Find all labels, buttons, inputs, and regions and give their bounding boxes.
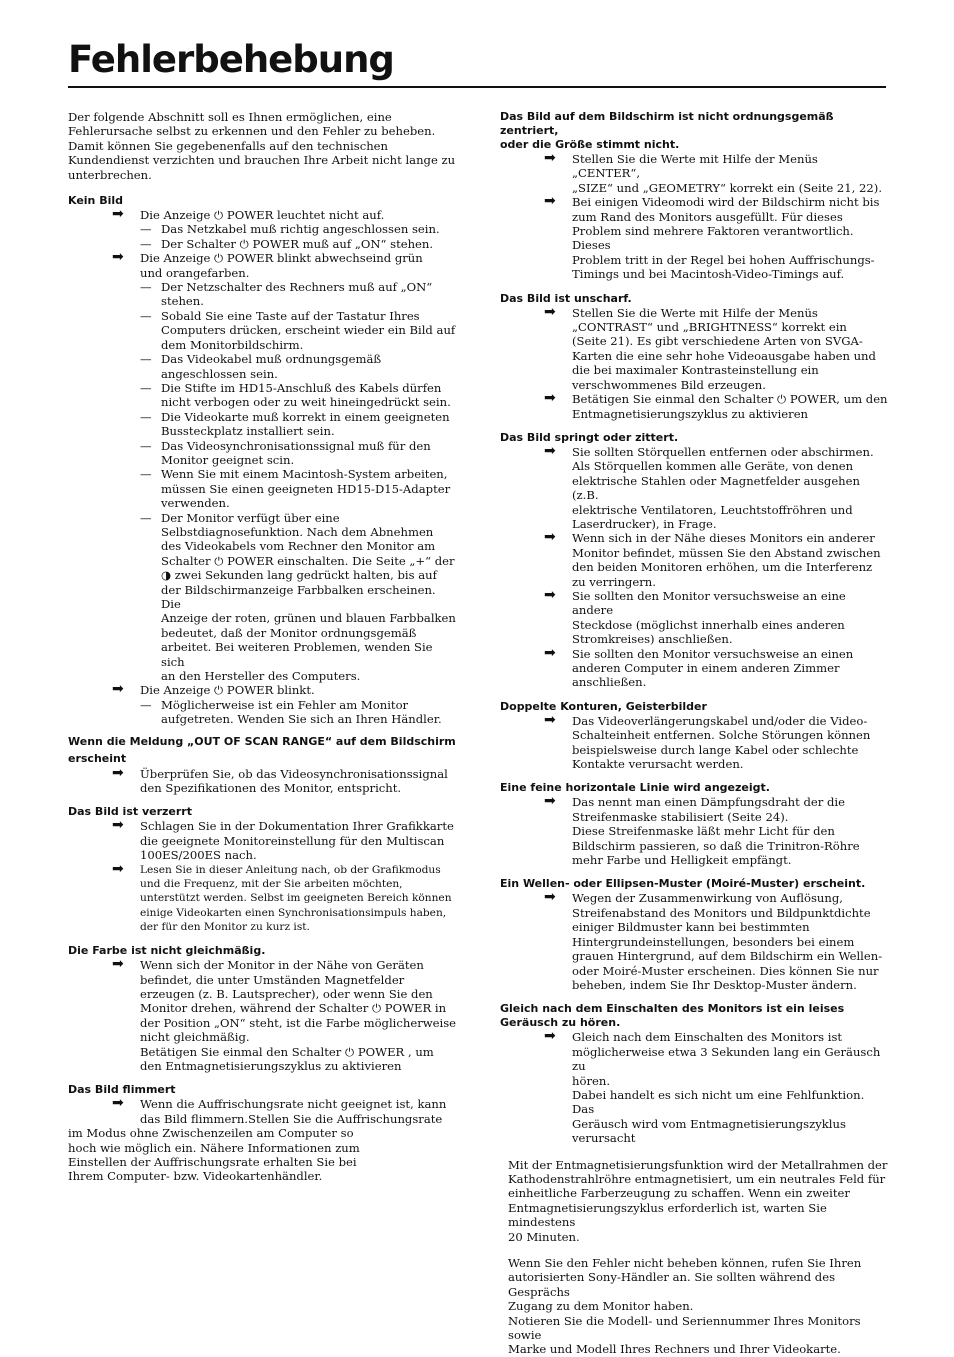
- arrow-icon: ➡: [112, 764, 124, 781]
- dash-item: — Das Videokabel muß ordnungsgemäß angeschlossen sein.: [140, 352, 382, 381]
- heading-farbe-ungleich: Die Farbe ist nicht gleichmäßig.: [68, 944, 266, 958]
- arrow-icon: ➡: [112, 956, 124, 973]
- bullet-item: ➡ Überprüfen Sie, ob das Videosynchronisationssignal den Spezifikationen des Monitor, entspricht.: [112, 764, 448, 796]
- arrow-icon: ➡: [112, 249, 124, 266]
- bullet-item: ➡ Sie sollten den Monitor versuchsweise an einen anderen Computer in einem anderen Zimmer anschließen.: [544, 644, 854, 690]
- dash-item: — Das Videosynchronisationssignal muß für den Monitor geeignet scin.: [140, 438, 431, 467]
- dash-item: — Die Videokarte muß korrekt in einem geeigneten Bussteckplatz installiert sein.: [140, 409, 450, 439]
- dash-item: — Der Schalter ⏻ POWER muß auf „ON“ stehen.: [140, 236, 434, 251]
- bullet-item: ➡ Lesen Sie in dieser Anleitung nach, ob der Grafikmodus und die Frequenz, mit der Sie arbeiten möchten, unterstützt werden. Selbst im geeigneten Bereich können einige Videokarten einen Synchronisationsimpuls haben, der für den Monitor zu kurz ist.: [112, 860, 452, 933]
- dash-item: — Der Netzschalter des Rechners muß auf „ON“ stehen.: [140, 280, 433, 309]
- bullet-item: ➡ Stellen Sie die Werte mit Hilfe der Menüs „CONTRAST“ und „BRIGHTNESS“ korrekt ein (Seite 21). Es gibt verschiedene Arten von SVGA- Karten die eine sehr hohe Videoausgabe haben und die bei maximaler Kontrasteinstellung ein verschwommenes Bild erzeugen.: [544, 303, 876, 392]
- dash-icon: —: [140, 308, 152, 323]
- arrow-icon: ➡: [112, 860, 124, 877]
- bullet-item: ➡ Gleich nach dem Einschalten des Monitors ist möglicherweise etwa 3 Sekunden lang ein Geräusch zu hören. Dabei handelt es sich nicht um eine Fehlfunktion. Das Geräusch wird vom Entmagnetisierungszyklus verursacht: [544, 1028, 881, 1146]
- dash-item: — Das Netzkabel muß richtig angeschlossen sein.: [140, 222, 440, 237]
- bullet-item: ➡ Betätigen Sie einmal den Schalter ⏻ POWER, um den Entmagnetisierungszyklus zu aktivieren: [544, 390, 888, 421]
- heading-bild-verzerrt: Das Bild ist verzerrt: [68, 805, 192, 819]
- bullet-item: ➡ Schlagen Sie in der Dokumentation Ihrer Grafikkarte die geeignete Monitoreinstellung für den Multiscan 100ES/200ES nach.: [112, 817, 454, 863]
- dash-icon: —: [140, 438, 152, 453]
- arrow-icon: ➡: [544, 390, 556, 407]
- arrow-icon: ➡: [544, 889, 556, 906]
- arrow-icon: ➡: [544, 529, 556, 546]
- dash-icon: —: [140, 236, 152, 251]
- dash-item: — Der Monitor verfügt über eine Selbstdiagnosefunktion. Nach dem Abnehmen des Videokabels vom Rechner den Monitor am Schalter ⏻ POWER einschalten. Die Seite „+“ der ◑ zwei Sekunden lang gedrückt halten, bis auf der Bildschirmanzeige Farbbalken erscheinen. Die Anzeige der roten, grünen und blauen Farbbalken bedeutet, daß der Monitor ordnungsgemäß arbeitet. Bei weiteren Problemen, wenden Sie sich an den Hersteller des Computers.: [140, 510, 456, 684]
- arrow-icon: ➡: [544, 303, 556, 320]
- bullet-item: ➡ Das nennt man einen Dämpfungsdraht der die Streifenmaske stabilisiert (Seite 24). Diese Streifenmaske läßt mehr Licht für den Bildschirm passieren, so daß die Trinitron-Röhre mehr Farbe und Helligkeit empfängt.: [544, 793, 860, 868]
- dash-item: — Sobald Sie eine Taste auf der Tastatur Ihres Computers drücken, erscheint wieder ein Bild auf dem Monitorbildschirm.: [140, 308, 456, 352]
- arrow-icon: ➡: [544, 1028, 556, 1045]
- arrow-icon: ➡: [544, 793, 556, 810]
- heading-out-of-scan-range: Wenn die Meldung „OUT OF SCAN RANGE“ auf dem Bildschirm erscheint: [68, 734, 456, 765]
- bullet-item: ➡ Die Anzeige ⏻ POWER blinkt abwechseind grün und orangefarben.: [112, 249, 423, 280]
- bullet-item: ➡ Das Videoverlängerungskabel und/oder die Video- Schalteinheit entfernen. Solche Störungen können beispielsweise durch lange Kabel oder schlechte Kontakte verursacht werden.: [544, 711, 871, 772]
- bullet-item: ➡ Wenn sich der Monitor in der Nähe von Geräten befindet, die unter Umständen Magnetfelder erzeugen (z. B. Lautsprecher), oder wenn Sie den Monitor drehen, während der Schalter ⏻ POWER in der Position „ON“ steht, ist die Farbe möglicherweise nicht gleichmäßig. Betätigen Sie einmal den Schalter ⏻ POWER , um den Entmagnetisierungszyklus zu aktivieren: [112, 956, 457, 1074]
- heading-leises-geraeusch: Gleich nach dem Einschalten des Monitors ist ein leises Geräusch zu hören.: [500, 1002, 845, 1030]
- right-column: [500, 110, 888, 1357]
- arrow-icon: ➡: [112, 206, 124, 223]
- dash-icon: —: [140, 280, 152, 295]
- dash-icon: —: [140, 467, 152, 482]
- dash-icon: —: [140, 697, 152, 712]
- heading-moire-muster: Ein Wellen- oder Ellipsen-Muster (Moiré-Muster) erscheint.: [500, 877, 866, 891]
- arrow-icon: ➡: [544, 711, 556, 728]
- dash-icon: —: [140, 409, 152, 424]
- arrow-icon: ➡: [544, 150, 556, 166]
- dash-item: — Wenn Sie mit einem Macintosh-System arbeiten, müssen Sie einen geeigneten HD15-D15-Adapter verwenden.: [140, 467, 451, 511]
- dash-icon: —: [140, 352, 152, 367]
- bullet-item: ➡ Bei einigen Videomodi wird der Bildschirm nicht bis zum Rand des Monitors ausgefüllt. Für dieses Problem sind mehrere Faktoren verantwortlich. Dieses Problem tritt in der Regel bei hohen Auffrischungs- Timings und bei Macintosh-Video-Timings auf.: [544, 193, 880, 282]
- continuation-text: im Modus ohne Zwischenzeilen am Computer so hoch wie möglich ein. Nähere Informationen zum Einstellen der Auffrischungsrate erhalten Sie bei Ihrem Computer- bzw. Videokartenhändler.: [68, 1126, 360, 1184]
- arrow-icon: ➡: [544, 442, 556, 459]
- heading-kein-bild: Kein Bild: [68, 194, 124, 208]
- arrow-icon: ➡: [112, 817, 124, 834]
- note-degauss: Mit der Entmagnetisierungsfunktion wird der Metallrahmen der Kathodenstrahlröhre entmagnetisiert, um ein neutrales Feld für einheitliche Farberzeugung zu schaffen. Wenn ein zweiter Entmagnetisierungszyklus erforderlich ist, warten Sie mindestens 20 Minuten.: [508, 1157, 888, 1244]
- arrow-icon: ➡: [544, 644, 556, 661]
- heading-geisterbilder: Doppelte Konturen, Geisterbilder: [500, 699, 707, 713]
- heading-bild-springt: Das Bild springt oder zittert.: [500, 430, 679, 444]
- arrow-icon: ➡: [112, 1095, 124, 1112]
- bullet-item: ➡ Wenn sich in der Nähe dieses Monitors ein anderer Monitor befindet, müssen Sie den Abstand zwischen den beiden Monitoren erhöhen, um die Interferenz zu verringern.: [544, 529, 881, 589]
- bullet-item: ➡ Sie sollten den Monitor versuchsweise an eine andere Steckdose (möglichst innerhalb eines anderen Stromkreises) anschließen.: [544, 586, 846, 647]
- note-contact-dealer: Wenn Sie den Fehler nicht beheben können, rufen Sie Ihren autorisierten Sony-Händler an. Sie sollten während des Gesprächs Zugang zu dem Monitor haben. Notieren Sie die Modell- und Seriennummer Ihres Monitors sowie Marke und Modell Ihres Rechners und Ihrer Videokarte.: [508, 1256, 862, 1357]
- heading-bild-flimmert: Das Bild flimmert: [68, 1083, 176, 1097]
- dash-item: — Die Stifte im HD15-Anschluß des Kabels dürfen nicht verbogen oder zu weit hineingedrückt sein.: [140, 380, 451, 410]
- dash-icon: —: [140, 222, 152, 237]
- arrow-icon: ➡: [544, 193, 556, 210]
- arrow-icon: ➡: [112, 681, 124, 698]
- heading-bild-zentriert: Das Bild auf dem Bildschirm ist nicht ordnungsgemäß zentriert, oder die Größe stimmt nicht.: [500, 110, 834, 151]
- page-title: Fehlerbehebung: [68, 38, 394, 81]
- left-column: [68, 110, 458, 1184]
- heading-horizontale-linie: Eine feine horizontale Linie wird angezeigt.: [500, 781, 770, 795]
- title-rule: [68, 86, 886, 88]
- bullet-item: ➡ Die Anzeige ⏻ POWER blinkt.: [112, 681, 315, 698]
- dash-icon: —: [140, 510, 152, 525]
- bullet-item: ➡ Die Anzeige ⏻ POWER leuchtet nicht auf.: [112, 206, 385, 223]
- arrow-icon: ➡: [544, 586, 556, 603]
- bullet-item: ➡ Sie sollten Störquellen entfernen oder abschirmen. Als Störquellen kommen alle Geräte, von denen elektrische Stahlen oder Magnetfelder ausgehen (z.B. elektrische Ventilatoren, Leuchtstoffröhren und Laserdrucker), in Frage.: [544, 442, 874, 531]
- dash-icon: —: [140, 380, 152, 395]
- bullet-item: ➡ Wenn die Auffrischungsrate nicht geeignet ist, kann das Bild flimmern.Stellen Sie die Auffrischungsrate: [112, 1095, 447, 1126]
- bullet-item: ➡ Stellen Sie die Werte mit Hilfe der Menüs „CENTER“, „SIZE“ und „GEOMETRY“ korrekt ein (Seite 21, 22).: [544, 150, 883, 195]
- bullet-item: ➡ Wegen der Zusammenwirkung von Auflösung, Streifenabstand des Monitors und Bildpunktdichte einiger Bildmuster kann bei bestimmten Hintergrundeinstellungen, besonders bei einem grauen Hintergrund, auf dem Bildschirm ein Wellen- oder Moiré-Muster erscheinen. Dies können Sie nur beheben, indem Sie Ihr Desktop-Muster ändern.: [544, 889, 883, 992]
- heading-bild-unscharf: Das Bild ist unscharf.: [500, 291, 632, 305]
- intro-text: Der folgende Abschnitt soll es Ihnen ermöglichen, eine Fehlerursache selbst zu erkennen und den Fehler zu beheben. Damit können Sie gegebenenfalls auf den technischen Kundendienst verzichten und brauchen Ihre Arbeit nicht lange zu unterbrechen.: [68, 110, 456, 182]
- dash-item: — Möglicherweise ist ein Fehler am Monitor aufgetreten. Wenden Sie sich an Ihren Händler.: [140, 697, 442, 727]
